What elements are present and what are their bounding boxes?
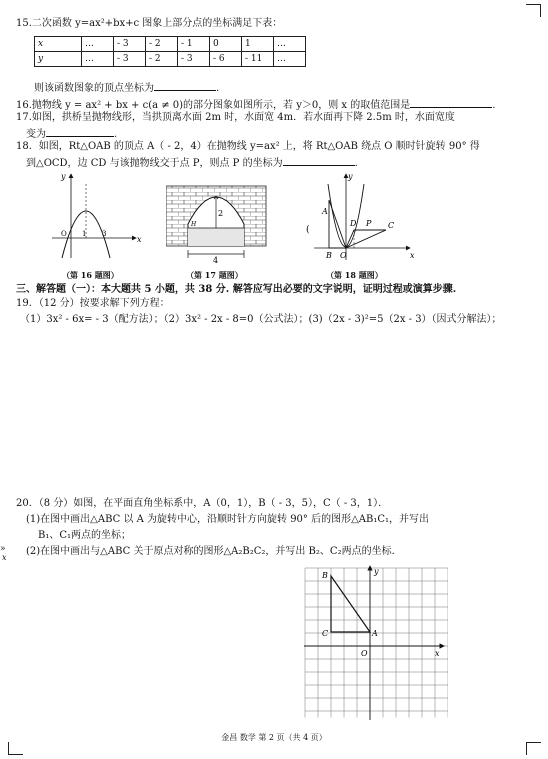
tick-label: 3 [102,230,107,238]
point-b-label: B [322,571,328,580]
table-cell: 0 [210,37,242,52]
page-footer: 金昌 数学 第 2 页（共 4 页） [221,733,327,742]
table-cell: - 3 [114,52,146,67]
x-axis-label: x [137,235,142,244]
table-cell: - 6 [210,52,242,67]
paren-mark: ( [306,225,310,235]
crop-mark [8,742,23,755]
q18-line2: 到△OCD，边 CD 与该抛物线交于点 P，则点 P 的坐标为 . [26,155,358,170]
table-cell: … [274,52,306,67]
q16-stem: 16.抛物线 y = ax² + bx + c(a ≠ 0)的部分图象如图所示，若 y＞0，则 x 的取值范围是 . [16,97,495,112]
answer-blank [154,80,216,91]
origin-label: O [61,230,67,238]
tick-label: 1 [82,230,87,238]
table-cell: … [82,52,114,67]
q15-question: 则该函数图象的顶点坐标为 . [34,80,219,95]
table-row [35,37,306,52]
y-axis-label: y [348,172,353,181]
q20-part1-line1: (1)在图中画出△ABC 以 A 为旋转中心，沿顺时针方向旋转 90° 后的图形△AB₁C₁，并写出 [26,514,430,525]
q20-part2: (2)在图中画出与△ABC 关于原点对称的图形△A₂B₂C₂，并写出 B₂、C₂两点的坐标． [26,546,402,557]
section-heading: 三、解答题（一）：本大题共 5 小题，共 38 分. 解答应写出必要的文字说明，证明过程或演算步骤. [16,284,457,295]
side-label: H [191,221,197,228]
caption-figure-18: （第 18 题图） [326,270,383,280]
point-d-label: D [350,219,357,228]
table-cell: - 2 [146,37,178,52]
table-cell: - 2 [146,52,178,67]
q16-text: 16.抛物线 y = ax² + bx + c(a ≠ 0)的部分图象如图所示，若 y＞0，则 x 的取值范围是 [16,100,411,111]
figure-17-bridge [166,184,270,264]
figure-16-parabola [52,170,144,262]
answer-blank [283,155,355,166]
q20-stem: 20．（8 分）如图，在平面直角坐标系中，A（0，1），B（ - 3，5），C（ - 3，1）． [16,498,389,509]
q18-text: 到△OCD，边 CD 与该抛物线交于点 P，则点 P 的坐标为 [26,158,283,169]
x-axis-label: x [435,649,440,658]
point-p-label: P [366,219,372,228]
q15-question-text: 则该函数图象的顶点坐标为 [34,83,154,94]
origin-label: O [361,649,368,658]
q17-line1: 17.如图，拱桥呈抛物线形，当拱顶离水面 2m 时，水面宽 4m．若水面再下降 2.5m 时，水面宽度 [16,112,455,123]
y-axis-label: y [61,172,66,181]
y-axis-label: y [374,567,379,576]
margin-x-mark: x [2,553,7,562]
table-cell: 1 [242,37,274,52]
table-cell: - 3 [114,37,146,52]
q18-line1: 18．如图，Rt△OAB 的顶点 A（ - 2，4）在抛物线 y=ax² 上，将 Rt△OAB 绕点 O 顺时针旋转 90° 得 [16,141,480,152]
point-a-label: A [322,207,328,216]
table-cell: - 1 [178,37,210,52]
table-cell: - 3 [178,52,210,67]
point-c-label: C [322,629,329,638]
q19-parts: （1）3x² - 6x= - 3（配方法）；（2）3x² - 2x - 8=0（公式法）；(3)（2x - 3)²=5（2x - 3）（因式分解法）； [20,314,502,325]
q19-stem: 19．（12 分）按要求解下列方程： [16,298,170,309]
q15-value-table [34,36,306,67]
point-c-label: C [388,221,395,230]
width-label: 4 [213,256,219,264]
table-cell: - 11 [242,52,274,67]
x-axis-label: x [410,251,415,260]
origin-label: O [340,251,347,260]
q17-text: 变为 [26,129,46,140]
q17-line2: 变为 . [26,126,117,141]
crop-mark [526,742,541,755]
table-cell: x [35,37,82,52]
point-a-label: A [372,629,378,638]
answer-blank [46,126,114,137]
point-b-label: B [326,251,332,260]
caption-figure-17: （第 17 题图） [186,270,243,280]
q20-part1-line2: B₁、C₁两点的坐标； [38,530,132,541]
q15-stem: 15.二次函数 y=ax²+bx+c 图象上部分点的坐标满足下表： [16,18,283,29]
figure-18-rotation [300,170,418,262]
figure-20-coordinate-grid [302,564,448,722]
answer-blank [410,97,492,108]
table-row [35,52,306,67]
margin-arrow-mark: » [0,544,6,554]
table-cell: … [82,37,114,52]
table-cell: … [274,37,306,52]
height-label: 2 [218,209,224,218]
crop-mark [526,4,541,17]
table-cell: y [35,52,82,67]
caption-figure-16: （第 16 题图） [62,270,119,280]
